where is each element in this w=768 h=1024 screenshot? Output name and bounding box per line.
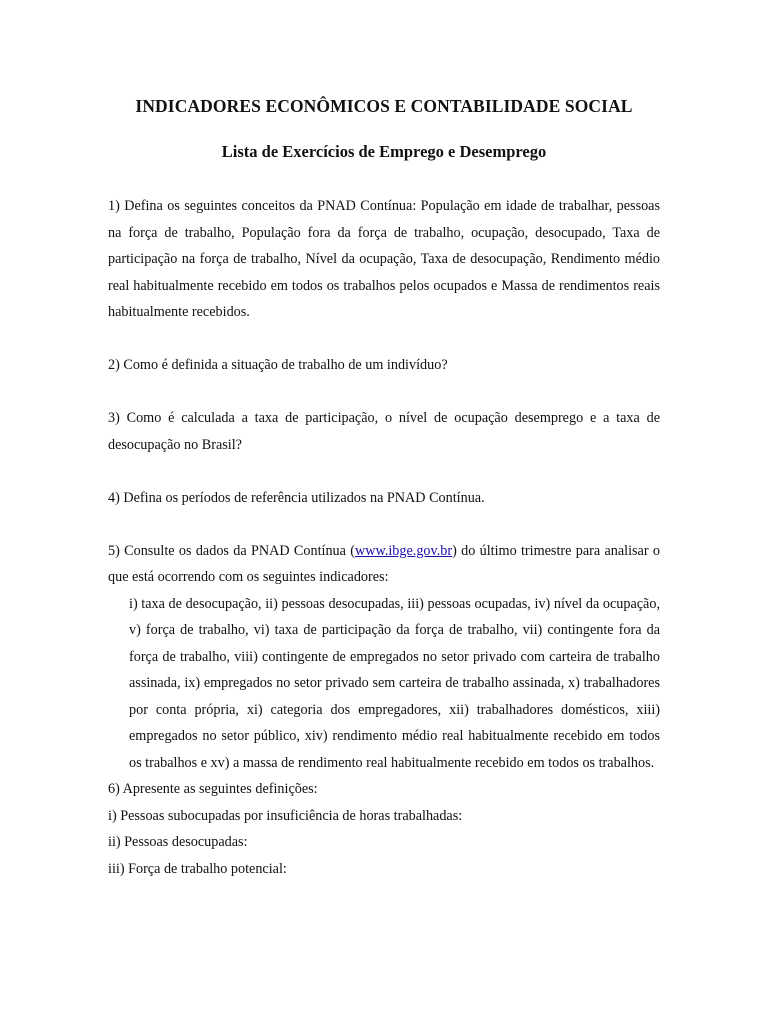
question-6-intro: 6) Apresente as seguintes definições:	[108, 781, 318, 797]
question-5-text-before: 5) Consulte os dados da PNAD Contínua (	[108, 542, 355, 559]
document-subtitle: Lista de Exercícios de Emprego e Desemprego	[221, 142, 547, 161]
question-1: 1) Defina os seguintes conceitos da PNAD Contínua: População em idade de trabalhar, pessoas na força de trabalho, População fora da força de trabalho, ocupação, desocupado, Taxa de participação na força de trabalho, Nível da ocupação, Taxa de desocupação, Rendimento médio real habitualmente recebido em todos os trabalhos pelos ocupados e Massa de rendimentos reais habitualmente recebidos.	[108, 198, 660, 320]
question-5-indicator-list: i) taxa de desocupação, ii) pessoas desocupadas, iii) pessoas ocupadas, iv) nível da ocupação, v) força de trabalho, vi) taxa de participação da força de trabalho, vii) contingente fora da força de trabalho, viii) contingente de empregados no setor privado com carteira de trabalho assinada, ix) empregados no setor privado sem carteira de trabalho assinada, x) trabalhadores por conta própria, xi) categoria dos empregadores, xii) trabalhadores domésticos, xiii) empregados no setor público, xiv) rendimento médio real habitualmente recebido em todos os trabalhos e xv) a massa de rendimento real habitualmente recebido em todos os trabalhos.	[129, 595, 660, 771]
question-6-item: i) Pessoas subocupadas por insuficiência de horas trabalhadas:	[108, 807, 463, 824]
document-title: INDICADORES ECONÔMICOS E CONTABILIDADE SOCIAL	[135, 96, 633, 116]
question-2: 2) Como é definida a situação de trabalho de um indivíduo?	[108, 357, 448, 373]
question-5	[108, 538, 660, 591]
question-6-item: ii) Pessoas desocupadas:	[108, 834, 248, 850]
question-3: 3) Como é calculada a taxa de participação, o nível de ocupação desemprego e a taxa de desocupação no Brasil?	[108, 410, 660, 453]
question-5-text-after: ) do último trimestre para analisar o que está ocorrendo com os seguintes indicadores:	[108, 542, 660, 585]
question-4: 4) Defina os períodos de referência utilizados na PNAD Contínua.	[108, 489, 485, 506]
ibge-link[interactable]: www.ibge.gov.br	[355, 542, 453, 559]
question-6-item: iii) Força de trabalho potencial:	[108, 860, 287, 877]
